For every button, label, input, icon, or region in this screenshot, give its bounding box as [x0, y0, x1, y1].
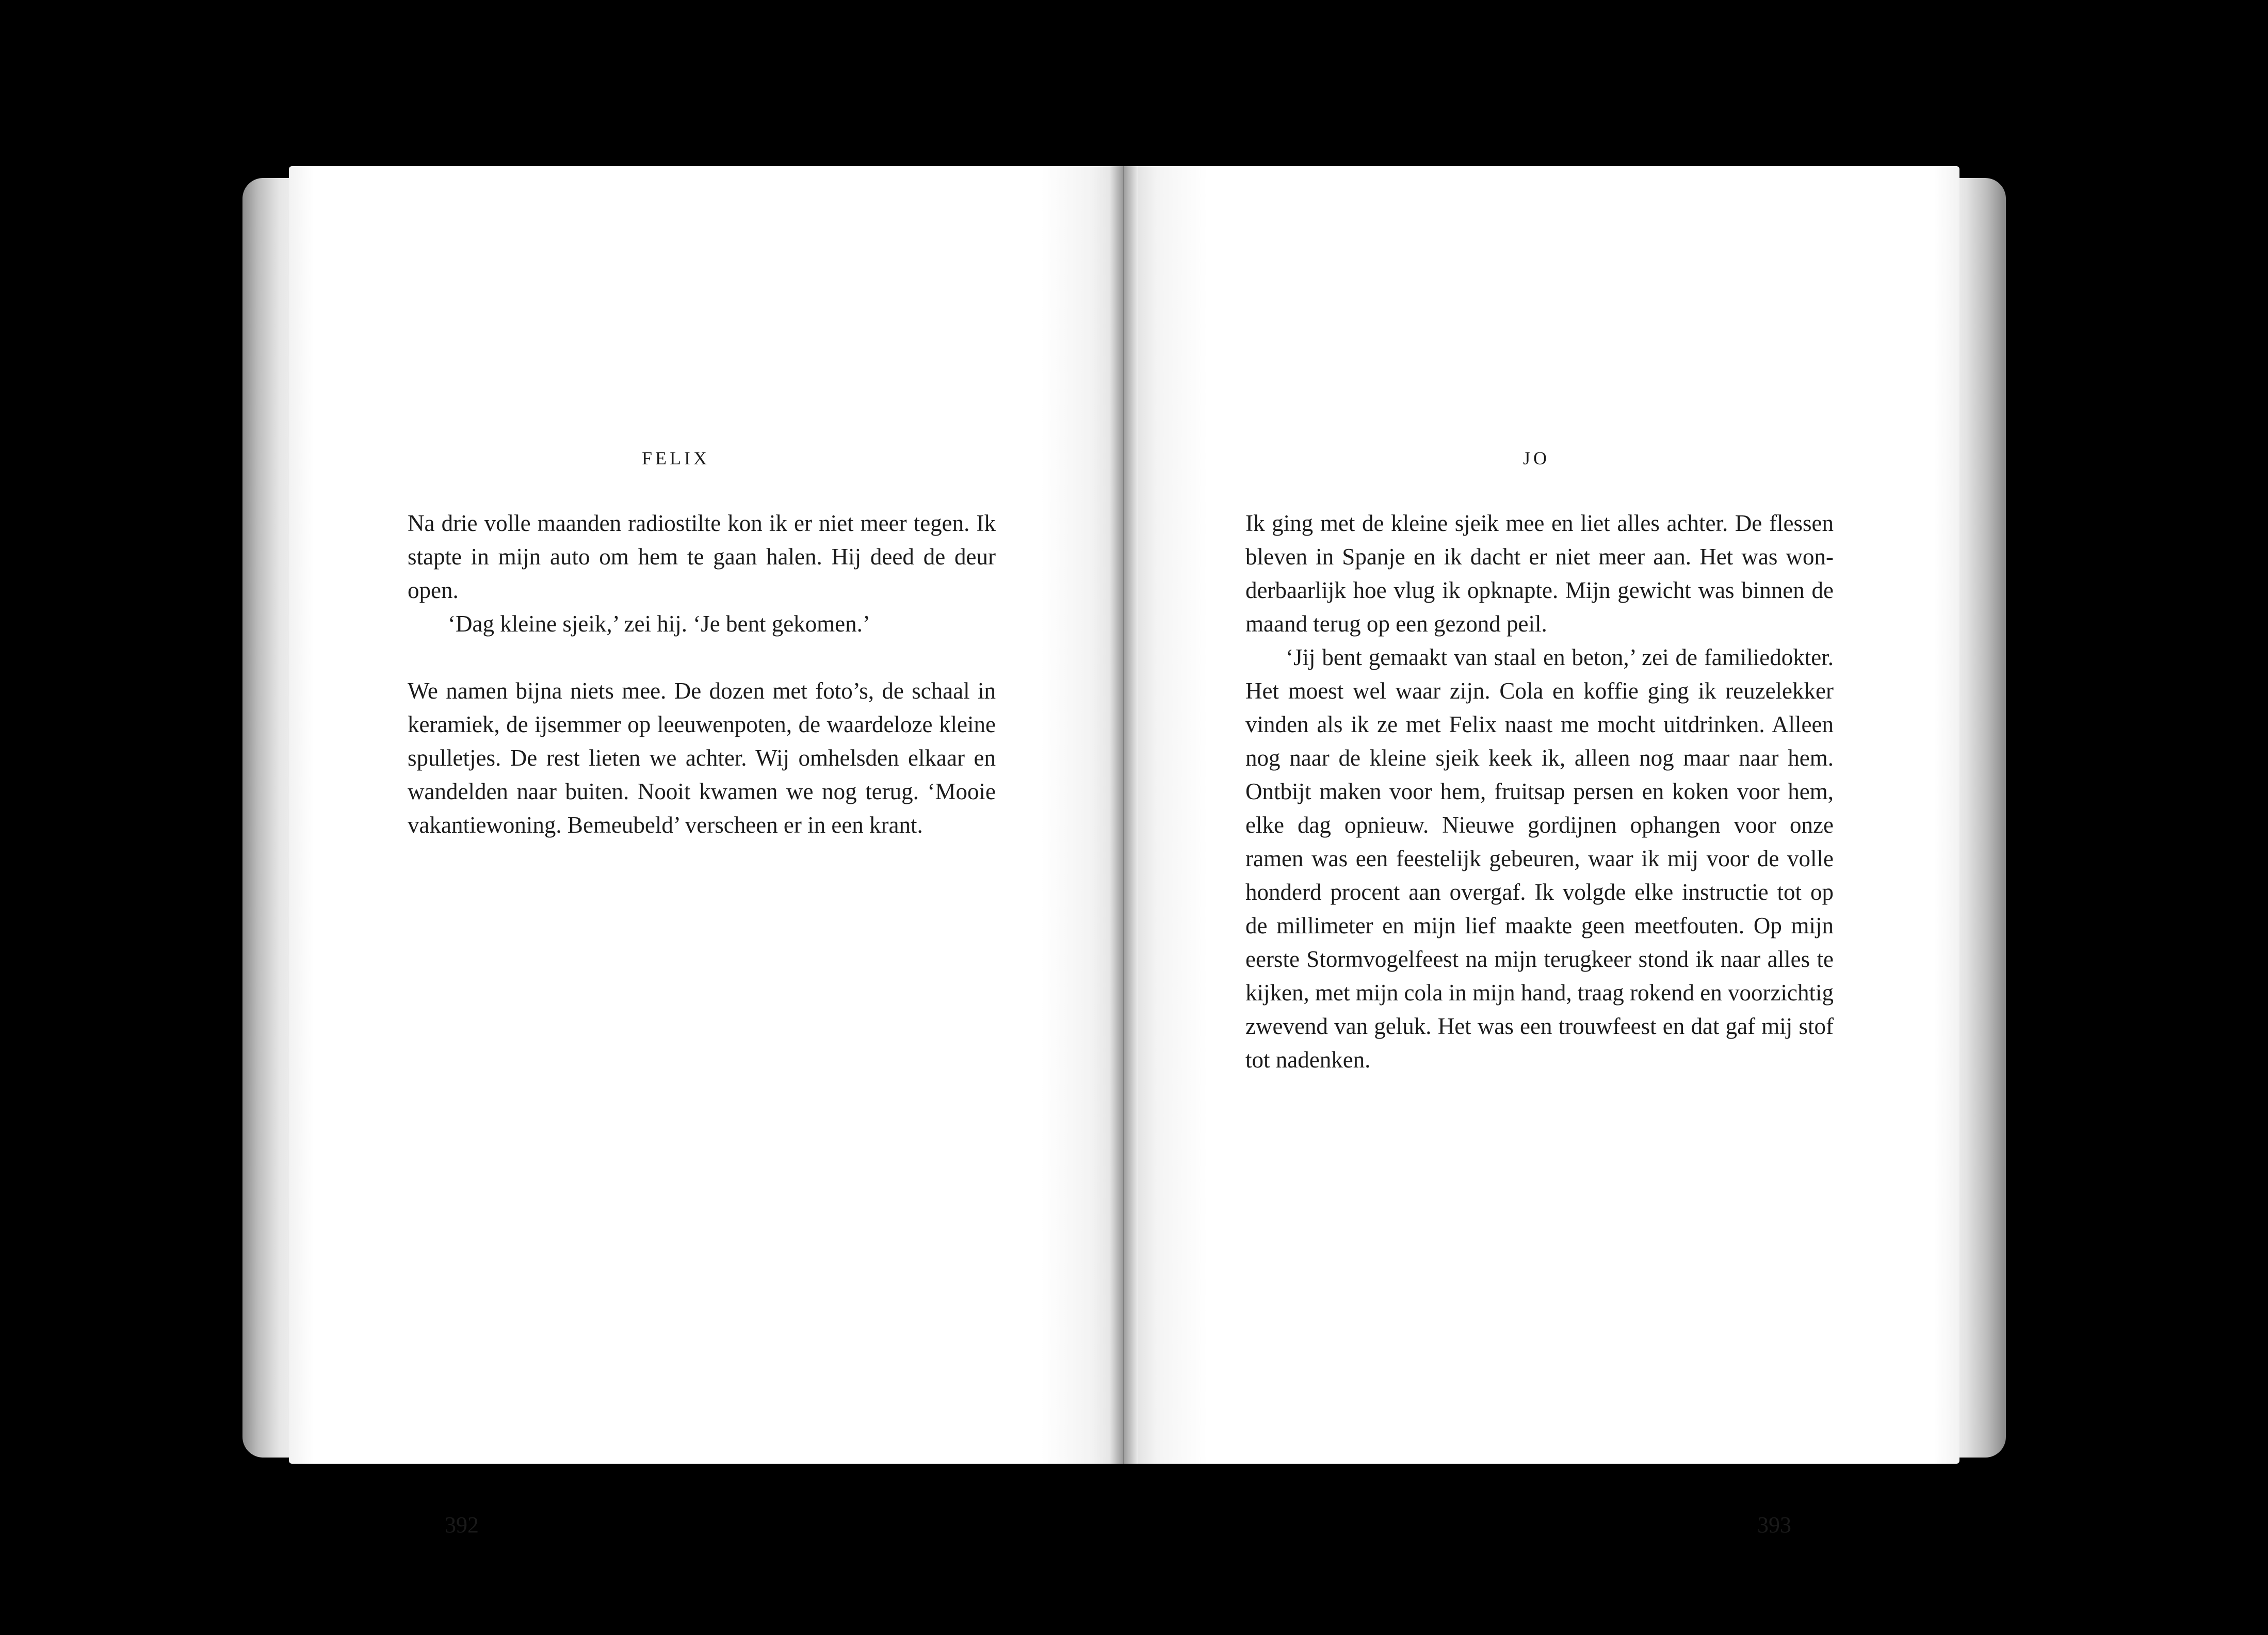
- running-head-right: JO: [1522, 448, 1550, 468]
- paragraph: ‘Jij bent gemaakt van staal en beton,’ zei de familiedokter. Het moest wel waar zijn. Cola en koffie ging ik reuzelekker vinden als ik ze met Felix naast me mocht uitdrinken. Alleen nog naar de kleine sjeik keek ik, alleen nog maar naar hem. Ontbijt maken voor hem, fruitsap persen en koken voor hem, elke dag opnieuw. Nieuwe gordijnen ophangen voor onze ramen was een feestelijk gebeuren, waar ik mij voor de volle honderd procent aan overgaf. Ik volgde elke instructie tot op de millimeter en mijn lief maakte geen meetfouten. Op mijn eerste Stormvogelfeest na mijn terugkeer stond ik naar alles te kijken, met mijn cola in mijn hand, traag rokend en voorzichtig zwevend van geluk. Het was een trouwfeest en dat gaf mij stof tot nadenken.: [1245, 644, 1834, 1073]
- page-number-right: 393: [1757, 1512, 1791, 1537]
- paragraph: Ik ging met de kleine sjeik mee en liet alles achter. De flessen bleven in Spanje en ik dacht er niet meer aan. Het was won-derbaarlijk hoe vlug ik opknapte. Mijn gewicht was binnen de maand terug op een gezond peil.: [1245, 510, 1834, 637]
- paragraph: ‘Dag kleine sjeik,’ zei hij. ‘Je bent gekomen.’: [448, 611, 870, 637]
- paragraph: We namen bijna niets mee. De dozen met foto’s, de schaal in keramiek, de ijsemmer op leeuwenpoten, de waardeloze kleine spulletjes. De rest lieten we achter. Wij omhelsden elkaar en wandelden naar buiten. Nooit kwamen we nog terug. ‘Mooie vakantiewoning. Bemeubeld’ verscheen er in een krant.: [408, 678, 996, 838]
- running-head-left: FELIX: [642, 448, 710, 468]
- page-number-left: 392: [445, 1512, 479, 1537]
- right-page: [1124, 166, 1959, 1537]
- left-page: [289, 166, 1125, 1537]
- right-page-text: [1245, 507, 1834, 1077]
- left-page-text: [408, 507, 996, 842]
- paragraph: Na drie volle maanden radiostilte kon ik er niet meer tegen. Ik stapte in mijn auto om hem te gaan halen. Hij deed de deur open.: [408, 510, 996, 603]
- book-gutter: [1109, 166, 1138, 1464]
